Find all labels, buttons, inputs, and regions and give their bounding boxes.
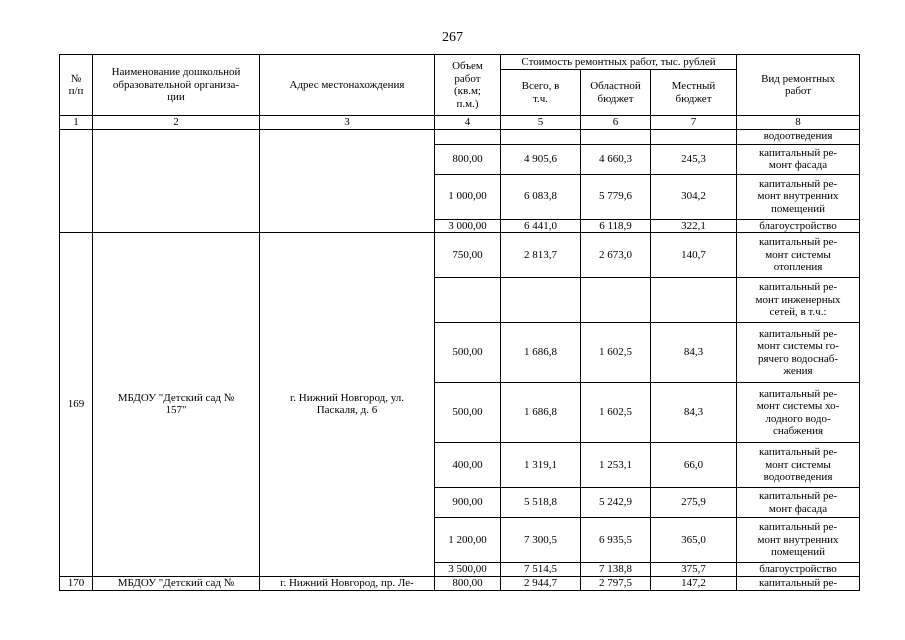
cell-local: [651, 278, 737, 323]
cell-regional: 4 660,3: [581, 144, 651, 174]
cell-volume: [435, 278, 501, 323]
cell-type: капитальный ре- монт внутренних помещений: [737, 174, 860, 219]
cell-local: 66,0: [651, 443, 737, 488]
cell-local: 140,7: [651, 233, 737, 278]
cell-type: благоустройство: [737, 563, 860, 577]
cell-type: капитальный ре- монт внутренних помещений: [737, 518, 860, 563]
column-number: 7: [651, 116, 737, 130]
header-col-address: Адрес местонахождения: [260, 55, 435, 116]
cell-total: 6 083,8: [501, 174, 581, 219]
cell-regional: 2 797,5: [581, 576, 651, 590]
header-cost-group: Стоимость ремонтных работ, тыс. рублей: [501, 55, 737, 70]
cell-volume: 800,00: [435, 144, 501, 174]
cell-total: 5 518,8: [501, 488, 581, 518]
cell-type: капитальный ре- монт фасада: [737, 144, 860, 174]
cell-volume: 3 000,00: [435, 219, 501, 233]
cell-volume: 900,00: [435, 488, 501, 518]
cell-address: [260, 129, 435, 233]
table-row: [60, 576, 860, 590]
cell-total: 1 319,1: [501, 443, 581, 488]
cell-local: 84,3: [651, 383, 737, 443]
cell-local: 245,3: [651, 144, 737, 174]
cell-total: [501, 278, 581, 323]
cell-volume: 1 000,00: [435, 174, 501, 219]
cell-total: 4 905,6: [501, 144, 581, 174]
org-name: МБДОУ "Детский сад № 157": [93, 233, 260, 577]
cell-local: 375,7: [651, 563, 737, 577]
cell-local: 84,3: [651, 323, 737, 383]
cell-total: 7 300,5: [501, 518, 581, 563]
cell-type: капитальный ре- монт системы го- рячего водоснаб- жения: [737, 323, 860, 383]
cell-regional: 2 673,0: [581, 233, 651, 278]
column-number: 5: [501, 116, 581, 130]
cell-regional: 1 602,5: [581, 323, 651, 383]
org-name: МБДОУ "Детский сад №: [93, 576, 260, 590]
cell-no: [60, 129, 93, 233]
org-number: 170: [60, 576, 93, 590]
header-col-total: Всего, в т.ч.: [501, 70, 581, 116]
cell-type: капитальный ре- монт инженерных сетей, в т.ч.:: [737, 278, 860, 323]
column-number: 3: [260, 116, 435, 130]
cell-total: 6 441,0: [501, 219, 581, 233]
repair-works-table: [59, 54, 860, 591]
cell-local: 322,1: [651, 219, 737, 233]
cell-total: 7 514,5: [501, 563, 581, 577]
cell-volume: [435, 129, 501, 144]
cell-total: 1 686,8: [501, 383, 581, 443]
header-col-type: Вид ремонтных работ: [737, 55, 860, 116]
cell-regional: [581, 278, 651, 323]
cell-regional: 6 118,9: [581, 219, 651, 233]
cell-local: 147,2: [651, 576, 737, 590]
cell-volume: 500,00: [435, 323, 501, 383]
cell-regional: 6 935,5: [581, 518, 651, 563]
header-row-1: [60, 55, 860, 70]
header-col-no: № п/п: [60, 55, 93, 116]
cell-regional: [581, 129, 651, 144]
column-number: 8: [737, 116, 860, 130]
cell-regional: 1 602,5: [581, 383, 651, 443]
cell-name: [93, 129, 260, 233]
cell-volume: 400,00: [435, 443, 501, 488]
header-col-volume: Объем работ (кв.м; п.м.): [435, 55, 501, 116]
column-number: 2: [93, 116, 260, 130]
column-number: 1: [60, 116, 93, 130]
cell-regional: 5 779,6: [581, 174, 651, 219]
header-col-local: Местный бюджет: [651, 70, 737, 116]
org-address: г. Нижний Новгород, пр. Ле-: [260, 576, 435, 590]
cell-total: 2 813,7: [501, 233, 581, 278]
org-number: 169: [60, 233, 93, 577]
column-number-row: [60, 116, 860, 130]
cell-volume: 3 500,00: [435, 563, 501, 577]
cell-total: 2 944,7: [501, 576, 581, 590]
cell-volume: 750,00: [435, 233, 501, 278]
cell-type: капитальный ре- монт системы водоотведения: [737, 443, 860, 488]
header-col-name: Наименование дошкольной образовательной организа- ции: [93, 55, 260, 116]
org-address: г. Нижний Новгород, ул. Паскаля, д. 6: [260, 233, 435, 577]
cell-volume: 800,00: [435, 576, 501, 590]
cell-type: капитальный ре- монт системы хо- лодного водо- снабжения: [737, 383, 860, 443]
cell-local: 365,0: [651, 518, 737, 563]
cell-volume: 1 200,00: [435, 518, 501, 563]
cell-total: 1 686,8: [501, 323, 581, 383]
cell-volume: 500,00: [435, 383, 501, 443]
cell-type: капитальный ре- монт фасада: [737, 488, 860, 518]
cell-type: водоотведения: [737, 129, 860, 144]
cell-regional: 5 242,9: [581, 488, 651, 518]
column-number: 6: [581, 116, 651, 130]
table-row: [60, 129, 860, 144]
cell-local: 275,9: [651, 488, 737, 518]
cell-type: капитальный ре- монт системы отопления: [737, 233, 860, 278]
header-col-regional: Областной бюджет: [581, 70, 651, 116]
cell-total: [501, 129, 581, 144]
table-row: [60, 233, 860, 278]
cell-type: благоустройство: [737, 219, 860, 233]
cell-regional: 7 138,8: [581, 563, 651, 577]
column-number: 4: [435, 116, 501, 130]
cell-local: [651, 129, 737, 144]
cell-regional: 1 253,1: [581, 443, 651, 488]
cell-type: капитальный ре-: [737, 576, 860, 590]
cell-local: 304,2: [651, 174, 737, 219]
page-number: 267: [442, 30, 463, 45]
